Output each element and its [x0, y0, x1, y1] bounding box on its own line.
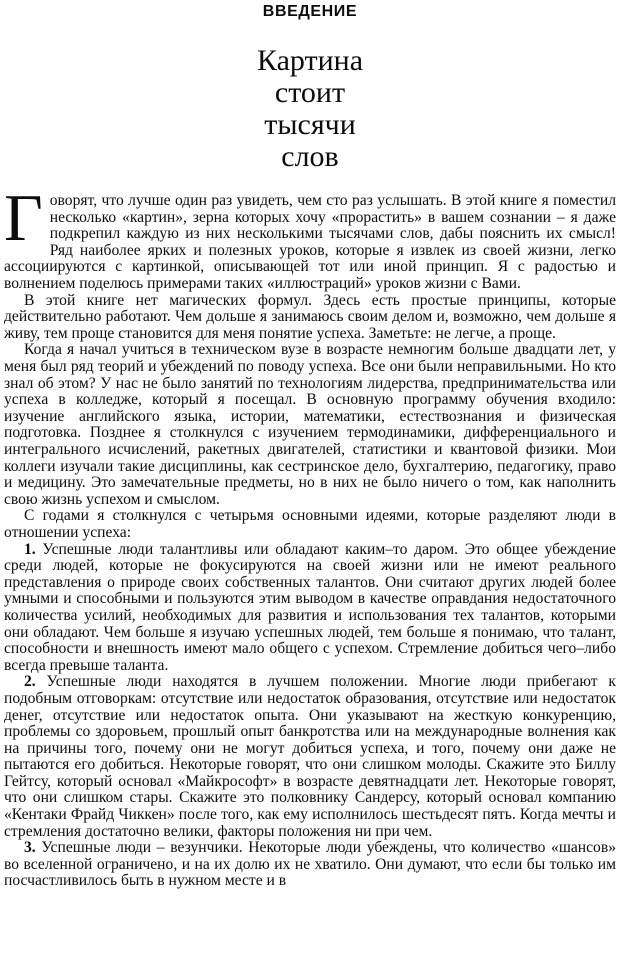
- chapter-title: [0, 45, 620, 173]
- numbered-paragraph-3: [4, 840, 616, 890]
- section-header: ВВЕДЕНИЕ: [262, 3, 358, 20]
- list-number: 1.: [24, 540, 36, 558]
- list-number: 3.: [24, 839, 36, 857]
- paragraph-text: Успешные люди талантливы или обладают каким–то даром. Это общее убеждение среди людей, которые не фокусируются на своей жизни или не имеют реального представления о природе своих собственных талантов. Они считают других людей более умными и способными и пользуются этим выводом в качестве оправдания недостаточного количества усилий, необходимых для развития и использования тех талантов, которыми они обладают. Чем больше я изучаю успешных людей, тем больше я понимаю, что талант, способности и внешность имеют мало общего с успехом. Стремление добиться чего–либо всегда превыше таланта.: [4, 540, 616, 674]
- body-text: [0, 181, 620, 890]
- paragraph-text: Успешные люди находятся в лучшем положении. Многие люди прибегают к подобным отговоркам: отсутствие или недостаток образования, отсутствие или недостаток денег, отсутствие или недостаток опыта. Они указывают на жесткую конкуренцию, проблемы со здоровьем, прошлый опыт банкротства или на международные волнения как на причины того, почему они не могут добиться успеха, и того, почему они даже не пытаются его добиться. Некоторые говорят, что они слишком молоды. Скажите это Биллу Гейтсу, который основал «Майкрософт» в возрасте девятнадцати лет. Некоторые говорят, что они слишком стары. Скажите это полковнику Сандерсу, который основал компанию «Кентаки Фрайд Чиккен» после того, как ему исполнилось шестьдесят пять. Когда мечты и стремления достаточно велики, факторы положения ни при чем.: [4, 673, 616, 840]
- paragraph-text: Успешные люди – везунчики. Некоторые люди убеждены, что количество «шансов» во вселенной ограничено, и на их долю их не хватило. Они думают, что если бы только им посчастливилось быть в нужном месте и в: [4, 839, 616, 890]
- dropcap-letter: Г: [4, 181, 43, 256]
- paragraph: С годами я столкнулся с четырьмя основными идеями, которые разделяют люди в отношении успеха:: [4, 507, 616, 541]
- chapter-title-line-1: Картина: [256, 44, 364, 77]
- paragraph: В этой книге нет магических формул. Здесь есть простые принципы, которые действительно работают. Чем дольше я занимаюсь своим делом и, возможно, чем дольше я живу, тем проще становится для меня понятие успеха. Заметьте: не легче, а проще.: [4, 291, 616, 342]
- chapter-title-line-4: слов: [281, 140, 339, 173]
- paragraph: Когда я начал учиться в техническом вузе в возрасте немногим больше двадцати лет, у меня был ряд теорий и убеждений по поводу успеха. Все они были неправильными. Но кто знал об этом? У нас не было занятий по технологиям лидерства, предпринимательства или успеха в колледже, который я посещал. В основную программу обучения входило: изучение английского языка, истории, математики, естествознания и физическая подготовка. Позднее я столкнулся с изучением термодинамики, дифференциального и интегрального исчислений, ракетных двигателей, статистики и квантовой физики. Мои коллеги изучали такие дисциплины, как сестринское дело, бухгалтерию, педагогику, право и медицину. Это замечательные предметы, но в них не было ничего о том, как наполнить свою жизнь успехом и смыслом.: [4, 341, 616, 508]
- chapter-title-line-3: тысячи: [264, 108, 356, 141]
- numbered-paragraph-1: [4, 542, 616, 675]
- list-number: 2.: [24, 673, 36, 691]
- paragraph-dropcap: [4, 181, 616, 293]
- chapter-title-line-2: стоит: [274, 76, 346, 109]
- numbered-paragraph-2: [4, 674, 616, 840]
- paragraph-text: оворят, что лучше один раз увидеть, чем сто раз услышать. В этой книге я поместил несколько «картин», зерна которых хочу «прорастить» в вашем сознании – я даже подкрепил каждую из них несколькими тысячами слов, дабы пояснить их смысл! Ряд наиболее ярких и полезных уроков, которые я извлек из своей жизни, легко ассоциируются с картинкой, описывающей тот или иной принцип. Я с радостью и волнением поделюсь примерами таких «иллюстраций» уроков жизни с Вами.: [4, 192, 616, 293]
